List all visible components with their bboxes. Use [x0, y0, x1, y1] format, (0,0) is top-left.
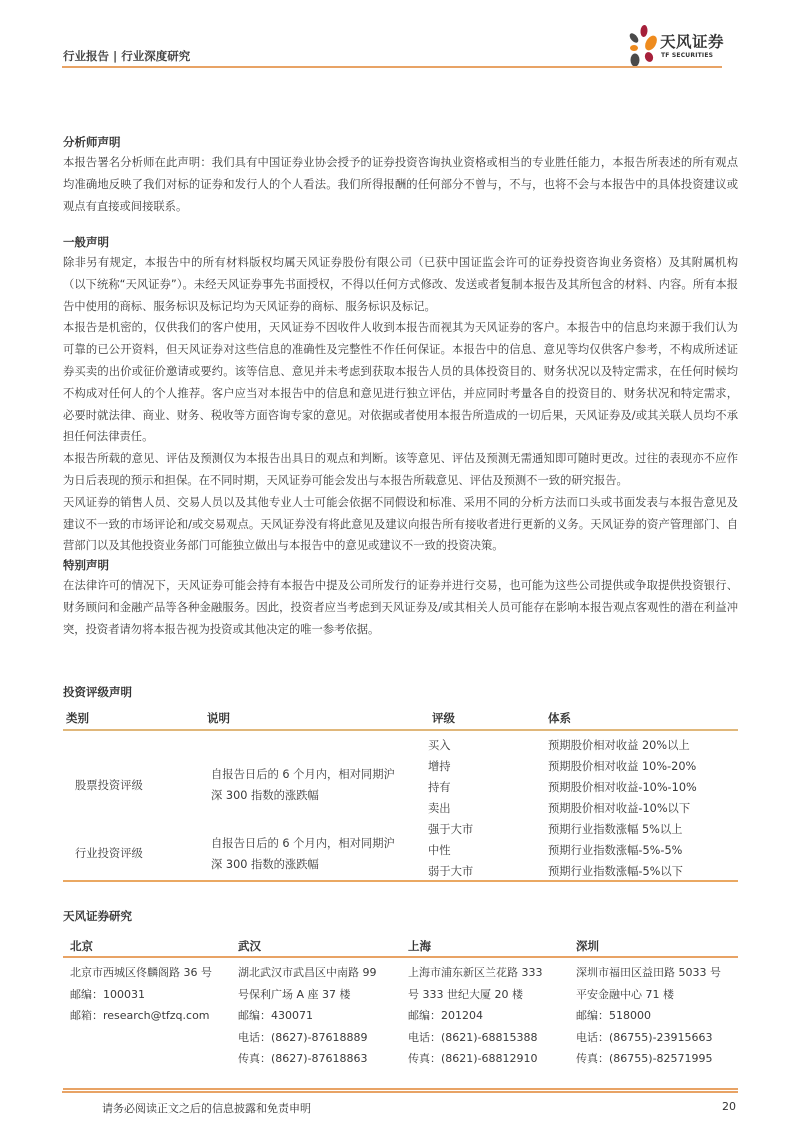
rating-table [63, 710, 738, 882]
address-line: 号 333 世纪大厦 20 楼 [408, 987, 523, 1001]
city-wuhan: 武汉 [238, 939, 261, 953]
description-line: 深 300 指数的涨跌幅 [211, 858, 319, 871]
paragraph: 本报告署名分析师在此声明：我们具有中国证券业协会授予的证券投资咨询执业资格或相当的专业胜任能力，本报告所表述的所有观点均准确地反映了我们对标的证券和发行人的个人看法。我们所得报酬的任何部分不曾与，不与，也将不会与本报告中的具体投资建议或观点有直接或间接联系。 [63, 156, 738, 213]
header-category: 类别 [66, 711, 89, 725]
fax: 传真：(8621)-68812910 [408, 1052, 538, 1066]
section-title: 特别声明 [63, 558, 109, 572]
office-beijing [70, 962, 212, 1027]
rating-cell: 持有 [428, 781, 451, 794]
category-cell: 行业投资评级 [75, 847, 143, 860]
description-line: 自报告日后的 6 个月内，相对同期沪 [211, 768, 395, 781]
report-type-title: 行业报告 | 行业深度研究 [63, 49, 191, 63]
logo-text-cn: 天风证券 [660, 33, 725, 51]
paragraph: 本报告所载的意见、评估及预测仅为本报告出具日的观点和判断。该等意见、评估及预测无需通知即可随时更改。过往的表现亦不应作为日后表现的预示和担保。在不同时期，天风证券可能会发出与本报告所载意见、评估及预测不一致的研究报告。 [63, 452, 738, 487]
paragraph: 在法律许可的情况下，天风证券可能会持有本报告中提及公司所发行的证券并进行交易，也可能为这些公司提供或争取提供投资银行、财务顾问和金融产品等各种金融服务。因此，投资者应当考虑到天风证券及/或其相关人员可能存在影响本报告观点客观性的潜在利益冲突，投资者请勿将本报告视为投资或其他决定的唯一参考依据。 [63, 579, 738, 636]
address-line: 号保利广场 A 座 37 楼 [238, 987, 351, 1001]
office-shanghai [408, 962, 543, 1070]
header-system: 体系 [548, 711, 571, 725]
section-title: 分析师声明 [63, 135, 121, 149]
system-cell: 预期行业指数涨幅 5%以上 [548, 823, 683, 836]
header-description: 说明 [207, 711, 230, 725]
contacts-body [63, 958, 738, 1090]
general-statement-section [63, 232, 738, 557]
fax: 传真：(86755)-82571995 [576, 1052, 713, 1066]
description-line: 深 300 指数的涨跌幅 [211, 789, 319, 802]
company-logo [626, 24, 746, 68]
office-shenzhen [576, 962, 721, 1070]
logo-petals-icon [626, 24, 660, 68]
postcode: 邮编：201204 [408, 1009, 483, 1023]
contacts-title: 天风证券研究 [63, 909, 132, 923]
section-title: 一般声明 [63, 235, 109, 249]
header-divider [62, 66, 722, 68]
phone: 电话：(86755)-23915663 [576, 1030, 713, 1044]
system-cell: 预期股价相对收益-10%以下 [548, 802, 691, 815]
category-cell: 股票投资评级 [75, 779, 143, 792]
system-cell: 预期股价相对收益 20%以上 [548, 739, 690, 752]
postcode: 邮编：100031 [70, 987, 145, 1001]
city-shanghai: 上海 [408, 939, 431, 953]
address-line: 深圳市福田区益田路 5033 号 [576, 966, 721, 979]
city-shenzhen: 深圳 [576, 939, 599, 953]
paragraph: 天风证券的销售人员、交易人员以及其他专业人士可能会依据不同假设和标准、采用不同的分析方法而口头或书面发表与本报告意见及建议不一致的市场评论和/或交易观点。天风证券没有将此意见及建议向报告所有接收者进行更新的义务。天风证券的资产管理部门、自营部门以及其他投资业务部门可能独立做出与本报告中的意见或建议不一致的投资决策。 [63, 495, 738, 553]
contacts-header [63, 936, 738, 958]
system-cell: 预期行业指数涨幅-5%以下 [548, 865, 683, 878]
fax: 传真：(8627)-87618863 [238, 1052, 368, 1066]
paragraph: 本报告是机密的，仅供我们的客户使用，天风证券不因收件人收到本报告而视其为天风证券的客户。本报告中的信息均来源于我们认为可靠的已公开资料，但天风证券对这些信息的准确性及完整性不作任何保证。本报告中的信息、意见等均仅供客户参考，不构成所述证券买卖的出价或征价邀请或要约。该等信息、意见并未考虑到获取本报告人员的具体投资目的、财务状况以及特定需求，在任何时候均不构成对任何人的个人推荐。客户应当对本报告中的信息和意见进行独立评估，并应同时考量各自的投资目的、财务状况和特定需求，必要时就法律、商业、财务、税收等方面咨询专家的意见。对依据或者使用本报告所造成的一切后果，天风证券及/或其关联人员均不承担任何法律责任。 [63, 321, 738, 444]
description-line: 自报告日后的 6 个月内，相对同期沪 [211, 837, 395, 850]
rating-table-title: 投资评级声明 [63, 685, 132, 699]
system-cell: 预期股价相对收益-10%-10% [548, 781, 697, 794]
special-statement-section [63, 555, 738, 640]
rating-cell: 中性 [428, 844, 451, 857]
footer-divider [62, 1091, 738, 1093]
postcode: 邮编：518000 [576, 1009, 651, 1023]
postcode: 邮编：430071 [238, 1009, 313, 1023]
city-beijing: 北京 [70, 939, 93, 953]
page-number: 20 [722, 1100, 736, 1113]
office-wuhan [238, 962, 377, 1070]
rating-cell: 卖出 [428, 802, 451, 815]
header-rating: 评级 [432, 711, 455, 725]
rating-cell: 强于大市 [428, 823, 474, 836]
paragraph: 除非另有规定，本报告中的所有材料版权均属天风证券股份有限公司（已获中国证监会许可的证券投资咨询业务资格）及其附属机构（以下统称“天风证券”）。未经天风证券事先书面授权，不得以任何方式修改、发送或者复制本报告及其所包含的材料、内容。所有本报告中使用的商标、服务标识及标记均为天风证券的商标、服务标识及标记。 [63, 256, 738, 313]
logo-text-en: TF SECURITIES [661, 52, 714, 59]
phone: 电话：(8621)-68815388 [408, 1030, 538, 1044]
rating-table-body [63, 731, 738, 882]
rating-cell: 买入 [428, 739, 451, 752]
footer-disclaimer: 请务必阅读正文之后的信息披露和免责申明 [102, 1102, 311, 1115]
system-cell: 预期股价相对收益 10%-20% [548, 760, 697, 773]
system-cell: 预期行业指数涨幅-5%-5% [548, 844, 683, 857]
rating-cell: 增持 [428, 760, 451, 773]
analyst-statement-section [63, 132, 738, 217]
address-line: 北京市西城区佟麟阁路 36 号 [70, 966, 212, 979]
address-line: 上海市浦东新区兰花路 333 [408, 966, 543, 979]
phone: 电话：(8627)-87618889 [238, 1030, 368, 1044]
address-line: 湖北武汉市武昌区中南路 99 [238, 966, 377, 979]
email-link[interactable]: 邮箱：research@tfzq.com [70, 1009, 210, 1023]
contacts-table [63, 936, 738, 1090]
address-line: 平安金融中心 71 楼 [576, 987, 674, 1001]
rating-cell: 弱于大市 [428, 865, 474, 878]
rating-table-header [63, 710, 738, 731]
